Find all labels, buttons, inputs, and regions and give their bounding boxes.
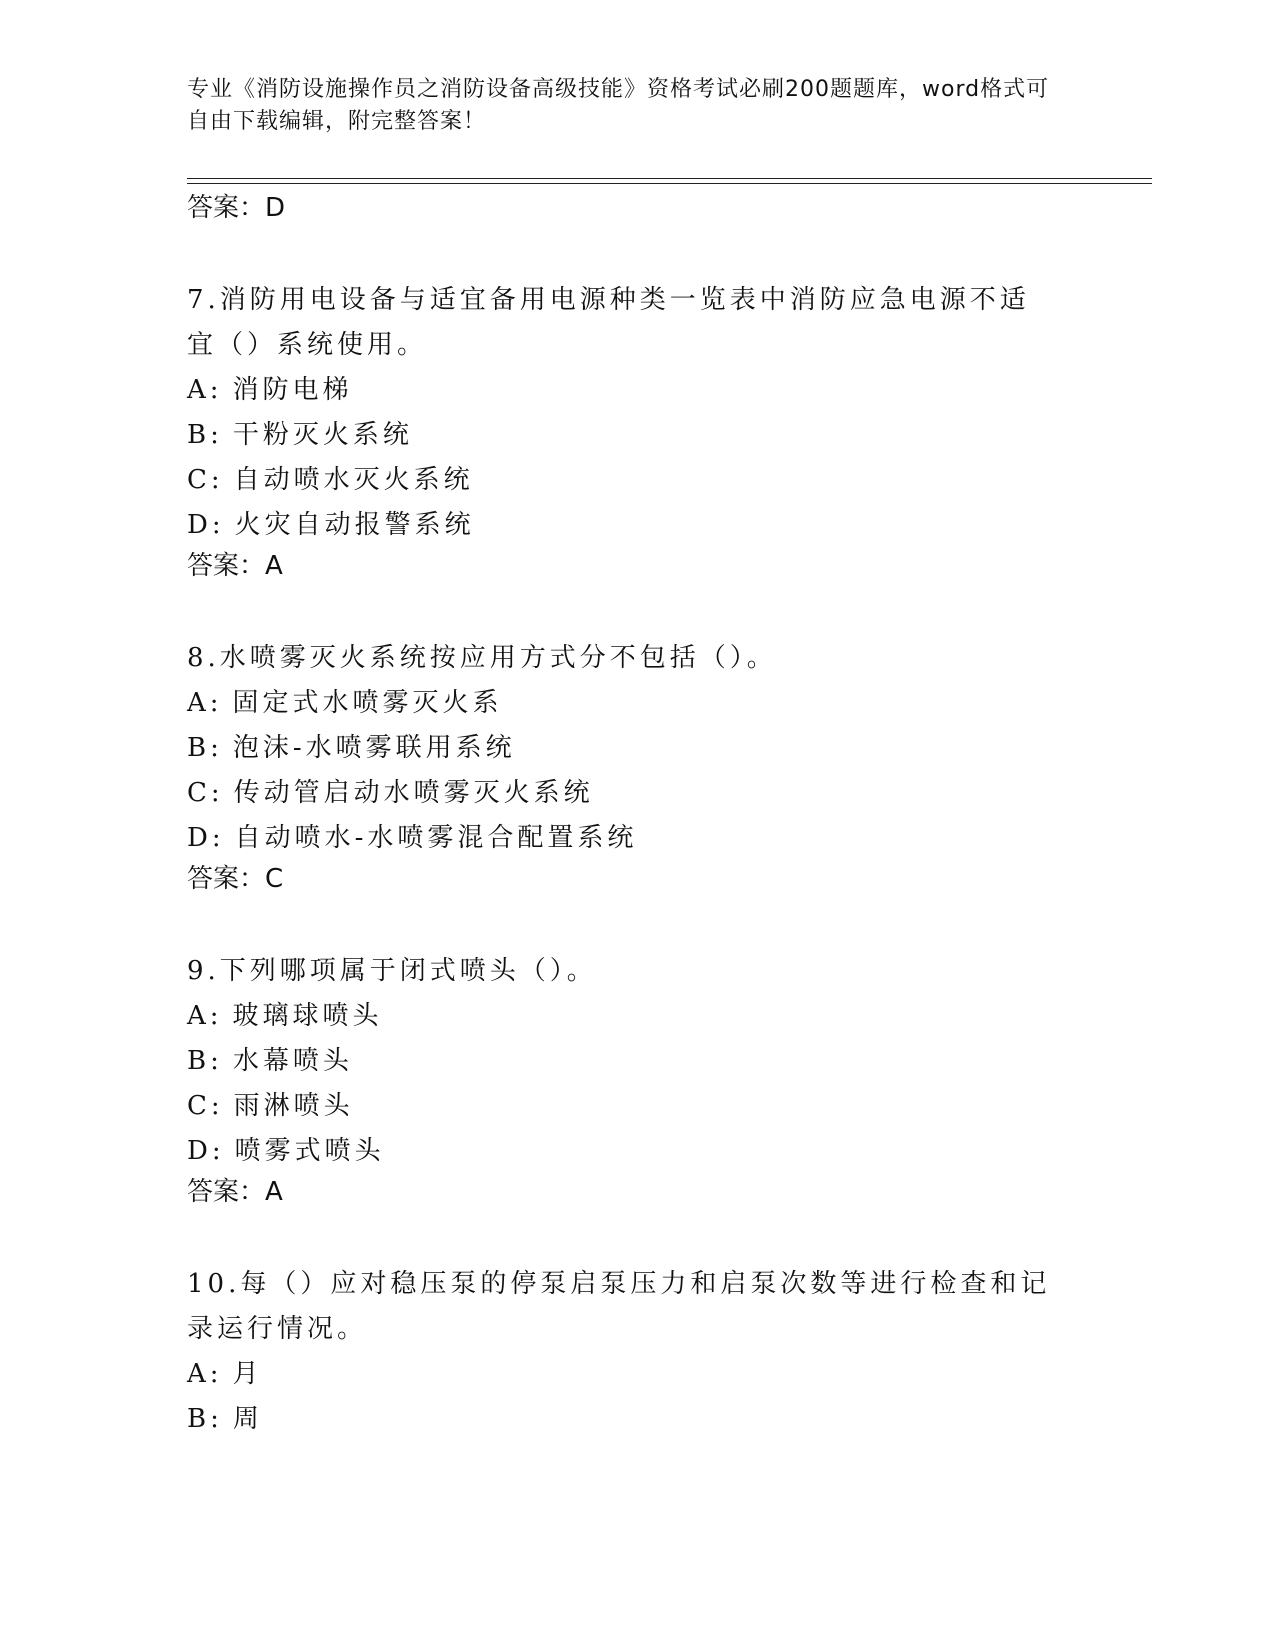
question-stem: 7.消防用电设备与适宜备用电源种类一览表中消防应急电源不适宜（）系统使用。 bbox=[187, 285, 1030, 360]
option-key: A: bbox=[187, 688, 223, 718]
document-intro: 专业《消防设施操作员之消防设备高级技能》资格考试必刷200题题库，word格式可自由下载编辑，附完整答案！ bbox=[187, 77, 1050, 134]
question-item bbox=[187, 636, 1087, 897]
option-text: 干粉灭火系统 bbox=[232, 420, 413, 450]
header-rule-top bbox=[187, 178, 1152, 179]
option-a bbox=[187, 1352, 1087, 1397]
option-a bbox=[187, 994, 1087, 1039]
option-key: D: bbox=[187, 510, 225, 540]
option-text: 月 bbox=[232, 1359, 263, 1389]
question-item bbox=[187, 949, 1087, 1210]
option-key: A: bbox=[187, 375, 223, 405]
header-rule-bottom bbox=[187, 183, 1152, 184]
option-key: B: bbox=[187, 420, 223, 450]
option-key: D: bbox=[187, 1136, 225, 1166]
option-text: 消防电梯 bbox=[232, 375, 353, 405]
option-text: 水幕喷头 bbox=[232, 1046, 353, 1076]
question-list bbox=[187, 190, 1087, 1442]
option-key: A: bbox=[187, 1001, 223, 1031]
option-key: C: bbox=[187, 465, 224, 495]
question-stem: 10.每（）应对稳压泵的停泵启泵压力和启泵次数等进行检查和记录运行情况。 bbox=[187, 1269, 1051, 1344]
option-text: 自动喷水灭火系统 bbox=[233, 465, 474, 495]
option-c bbox=[187, 458, 1087, 503]
option-key: B: bbox=[187, 733, 223, 763]
option-text: 玻璃球喷头 bbox=[232, 1001, 383, 1031]
option-text: 自动喷水-水喷雾混合配置系统 bbox=[234, 823, 638, 853]
option-a bbox=[187, 368, 1087, 413]
question-stem: 9.下列哪项属于闭式喷头（）。 bbox=[187, 956, 597, 986]
option-text: 泡沫-水喷雾联用系统 bbox=[232, 733, 516, 763]
question-item bbox=[187, 1262, 1087, 1442]
option-key: B: bbox=[187, 1046, 223, 1076]
option-key: C: bbox=[187, 1091, 224, 1121]
option-c bbox=[187, 771, 1087, 816]
option-text: 周 bbox=[232, 1404, 263, 1434]
option-b bbox=[187, 413, 1087, 458]
option-a bbox=[187, 681, 1087, 726]
option-b bbox=[187, 1039, 1087, 1084]
answer-line: 答案：C bbox=[187, 864, 284, 894]
answer-line: 答案：A bbox=[187, 551, 283, 581]
option-text: 固定式水喷雾灭火系 bbox=[232, 688, 503, 718]
option-key: A: bbox=[187, 1359, 223, 1389]
question-item bbox=[187, 278, 1087, 584]
option-c bbox=[187, 1084, 1087, 1129]
option-d bbox=[187, 1129, 1087, 1174]
answer-line: 答案：A bbox=[187, 1177, 283, 1207]
question-stem: 8.水喷雾灭火系统按应用方式分不包括（）。 bbox=[187, 643, 777, 673]
option-text: 喷雾式喷头 bbox=[234, 1136, 385, 1166]
option-key: B: bbox=[187, 1404, 223, 1434]
option-text: 火灾自动报警系统 bbox=[234, 510, 475, 540]
option-key: C: bbox=[187, 778, 224, 808]
option-text: 传动管启动水喷雾灭火系统 bbox=[233, 778, 594, 808]
option-d bbox=[187, 503, 1087, 548]
option-b bbox=[187, 726, 1087, 771]
option-key: D: bbox=[187, 823, 225, 853]
option-d bbox=[187, 816, 1087, 861]
option-b bbox=[187, 1397, 1087, 1442]
answer-line: 答案：D bbox=[187, 193, 286, 223]
option-text: 雨淋喷头 bbox=[233, 1091, 354, 1121]
